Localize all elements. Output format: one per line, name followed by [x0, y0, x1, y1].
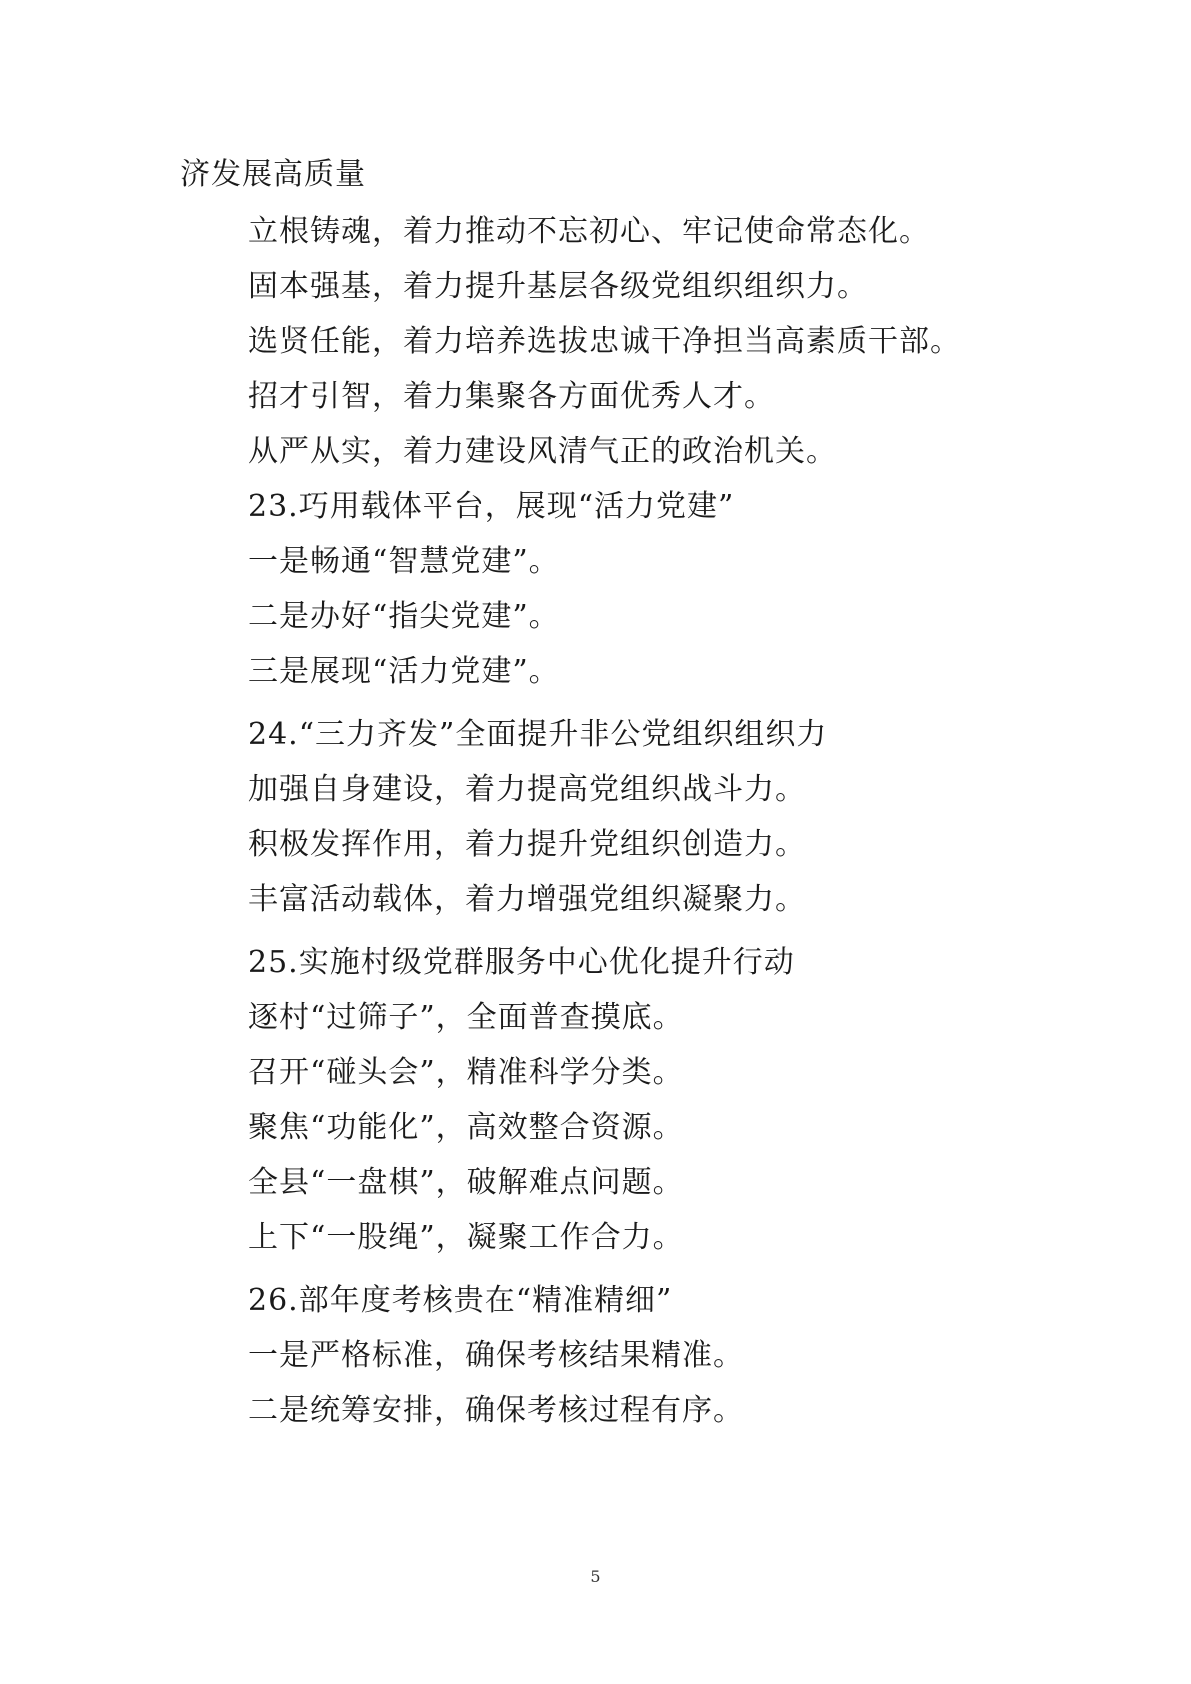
text-line: 积极发挥作用，着力提升党组织创造力。: [248, 827, 806, 862]
text-line: 逐村“过筛子”，全面普查摸底。: [248, 1000, 684, 1035]
text-line: 加强自身建设，着力提高党组织战斗力。: [248, 772, 806, 807]
text-line: 二是办好“指尖党建”。: [248, 599, 560, 634]
section-heading-25: 25.实施村级党群服务中心优化提升行动: [248, 945, 795, 980]
section-heading-26: 26.部年度考核贵在“精准精细”: [248, 1283, 673, 1318]
text-line: 聚焦“功能化”，高效整合资源。: [248, 1110, 684, 1145]
text-line: 从严从实，着力建设风清气正的政治机关。: [248, 434, 837, 469]
text-line: 丰富活动载体，着力增强党组织凝聚力。: [248, 882, 806, 917]
text-line-continuation: 济发展高质量: [180, 157, 366, 192]
text-line: 上下“一股绳”，凝聚工作合力。: [248, 1220, 684, 1255]
text-line: 选贤任能，着力培养选拔忠诚干净担当高素质干部。: [248, 324, 961, 359]
text-line: 一是畅通“智慧党建”。: [248, 544, 560, 579]
text-line: 召开“碰头会”，精准科学分类。: [248, 1055, 684, 1090]
text-line: 三是展现“活力党建”。: [248, 654, 560, 689]
page-number: 5: [590, 1567, 601, 1586]
section-heading-24: 24.“三力齐发”全面提升非公党组织组织力: [248, 717, 828, 752]
text-line: 全县“一盘棋”，破解难点问题。: [248, 1165, 684, 1200]
section-heading-23: 23.巧用载体平台，展现“活力党建”: [248, 489, 735, 524]
text-line: 固本强基，着力提升基层各级党组织组织力。: [248, 269, 868, 304]
text-line: 招才引智，着力集聚各方面优秀人才。: [248, 379, 775, 414]
text-line: 二是统筹安排，确保考核过程有序。: [248, 1393, 744, 1428]
text-line: 立根铸魂，着力推动不忘初心、牢记使命常态化。: [248, 214, 930, 249]
text-line: 一是严格标准，确保考核结果精准。: [248, 1338, 744, 1373]
